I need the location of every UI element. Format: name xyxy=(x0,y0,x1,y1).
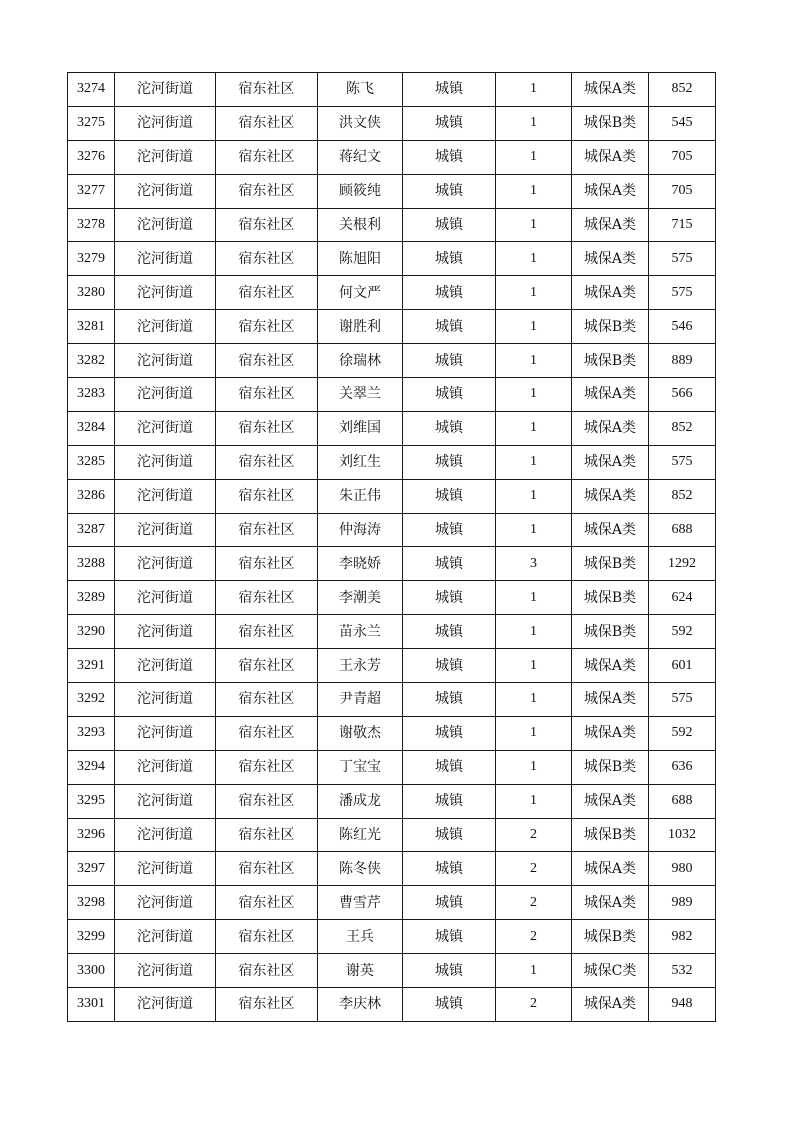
community-cell: 宿东社区 xyxy=(216,513,318,547)
residence-type-cell: 城镇 xyxy=(403,208,496,242)
table-row xyxy=(68,954,716,988)
community-cell: 宿东社区 xyxy=(216,818,318,852)
community-cell: 宿东社区 xyxy=(216,73,318,107)
amount-cell: 546 xyxy=(649,310,716,344)
category-cell: 城保A类 xyxy=(572,73,649,107)
serial-number-cell: 3287 xyxy=(68,513,115,547)
table-row xyxy=(68,310,716,344)
serial-number-cell: 3293 xyxy=(68,716,115,750)
serial-number-cell: 3278 xyxy=(68,208,115,242)
subdistrict-cell: 沱河街道 xyxy=(115,886,216,920)
amount-cell: 705 xyxy=(649,174,716,208)
community-cell: 宿东社区 xyxy=(216,378,318,412)
amount-cell: 980 xyxy=(649,852,716,886)
subdistrict-cell: 沱河街道 xyxy=(115,784,216,818)
community-cell: 宿东社区 xyxy=(216,581,318,615)
amount-cell: 601 xyxy=(649,649,716,683)
serial-number-cell: 3279 xyxy=(68,242,115,276)
serial-number-cell: 3291 xyxy=(68,649,115,683)
residence-type-cell: 城镇 xyxy=(403,683,496,717)
amount-cell: 636 xyxy=(649,750,716,784)
category-cell: 城保A类 xyxy=(572,513,649,547)
table-row xyxy=(68,106,716,140)
amount-cell: 982 xyxy=(649,920,716,954)
subdistrict-cell: 沱河街道 xyxy=(115,208,216,242)
amount-cell: 688 xyxy=(649,513,716,547)
household-size-cell: 1 xyxy=(496,615,572,649)
table-row xyxy=(68,344,716,378)
residence-type-cell: 城镇 xyxy=(403,310,496,344)
amount-cell: 566 xyxy=(649,378,716,412)
name-cell: 刘红生 xyxy=(318,445,403,479)
residence-type-cell: 城镇 xyxy=(403,750,496,784)
community-cell: 宿东社区 xyxy=(216,920,318,954)
amount-cell: 852 xyxy=(649,411,716,445)
category-cell: 城保C类 xyxy=(572,954,649,988)
household-size-cell: 1 xyxy=(496,344,572,378)
residence-type-cell: 城镇 xyxy=(403,242,496,276)
serial-number-cell: 3290 xyxy=(68,615,115,649)
household-size-cell: 1 xyxy=(496,513,572,547)
residence-type-cell: 城镇 xyxy=(403,344,496,378)
table-row xyxy=(68,140,716,174)
subdistrict-cell: 沱河街道 xyxy=(115,716,216,750)
subdistrict-cell: 沱河街道 xyxy=(115,818,216,852)
household-size-cell: 1 xyxy=(496,445,572,479)
name-cell: 关根利 xyxy=(318,208,403,242)
household-size-cell: 2 xyxy=(496,988,572,1022)
amount-cell: 575 xyxy=(649,242,716,276)
residence-type-cell: 城镇 xyxy=(403,479,496,513)
serial-number-cell: 3298 xyxy=(68,886,115,920)
benefit-roster-table xyxy=(67,72,716,1022)
community-cell: 宿东社区 xyxy=(216,242,318,276)
community-cell: 宿东社区 xyxy=(216,784,318,818)
name-cell: 陈红光 xyxy=(318,818,403,852)
category-cell: 城保B类 xyxy=(572,750,649,784)
amount-cell: 1292 xyxy=(649,547,716,581)
household-size-cell: 1 xyxy=(496,649,572,683)
household-size-cell: 1 xyxy=(496,411,572,445)
category-cell: 城保A类 xyxy=(572,276,649,310)
category-cell: 城保A类 xyxy=(572,988,649,1022)
residence-type-cell: 城镇 xyxy=(403,954,496,988)
residence-type-cell: 城镇 xyxy=(403,920,496,954)
serial-number-cell: 3286 xyxy=(68,479,115,513)
subdistrict-cell: 沱河街道 xyxy=(115,954,216,988)
community-cell: 宿东社区 xyxy=(216,886,318,920)
serial-number-cell: 3288 xyxy=(68,547,115,581)
residence-type-cell: 城镇 xyxy=(403,378,496,412)
community-cell: 宿东社区 xyxy=(216,683,318,717)
household-size-cell: 1 xyxy=(496,140,572,174)
name-cell: 洪文侠 xyxy=(318,106,403,140)
amount-cell: 592 xyxy=(649,716,716,750)
subdistrict-cell: 沱河街道 xyxy=(115,920,216,954)
community-cell: 宿东社区 xyxy=(216,750,318,784)
table-row xyxy=(68,242,716,276)
amount-cell: 624 xyxy=(649,581,716,615)
serial-number-cell: 3274 xyxy=(68,73,115,107)
table-row xyxy=(68,73,716,107)
table-row xyxy=(68,988,716,1022)
household-size-cell: 3 xyxy=(496,547,572,581)
category-cell: 城保B类 xyxy=(572,581,649,615)
name-cell: 何文严 xyxy=(318,276,403,310)
residence-type-cell: 城镇 xyxy=(403,276,496,310)
community-cell: 宿东社区 xyxy=(216,547,318,581)
category-cell: 城保B类 xyxy=(572,818,649,852)
household-size-cell: 1 xyxy=(496,73,572,107)
category-cell: 城保A类 xyxy=(572,378,649,412)
name-cell: 徐瑞林 xyxy=(318,344,403,378)
category-cell: 城保A类 xyxy=(572,208,649,242)
table-row xyxy=(68,920,716,954)
community-cell: 宿东社区 xyxy=(216,615,318,649)
community-cell: 宿东社区 xyxy=(216,411,318,445)
residence-type-cell: 城镇 xyxy=(403,649,496,683)
category-cell: 城保B类 xyxy=(572,310,649,344)
amount-cell: 852 xyxy=(649,73,716,107)
household-size-cell: 1 xyxy=(496,174,572,208)
table-row xyxy=(68,886,716,920)
table-row xyxy=(68,445,716,479)
serial-number-cell: 3294 xyxy=(68,750,115,784)
household-size-cell: 1 xyxy=(496,378,572,412)
category-cell: 城保B类 xyxy=(572,344,649,378)
household-size-cell: 1 xyxy=(496,242,572,276)
category-cell: 城保A类 xyxy=(572,852,649,886)
name-cell: 陈旭阳 xyxy=(318,242,403,276)
community-cell: 宿东社区 xyxy=(216,310,318,344)
residence-type-cell: 城镇 xyxy=(403,852,496,886)
category-cell: 城保A类 xyxy=(572,411,649,445)
household-size-cell: 1 xyxy=(496,784,572,818)
community-cell: 宿东社区 xyxy=(216,106,318,140)
category-cell: 城保B类 xyxy=(572,615,649,649)
name-cell: 关翠兰 xyxy=(318,378,403,412)
table-row xyxy=(68,174,716,208)
household-size-cell: 1 xyxy=(496,479,572,513)
table-row xyxy=(68,513,716,547)
serial-number-cell: 3281 xyxy=(68,310,115,344)
amount-cell: 575 xyxy=(649,445,716,479)
community-cell: 宿东社区 xyxy=(216,954,318,988)
amount-cell: 532 xyxy=(649,954,716,988)
residence-type-cell: 城镇 xyxy=(403,411,496,445)
table-row xyxy=(68,716,716,750)
serial-number-cell: 3292 xyxy=(68,683,115,717)
name-cell: 谢敬杰 xyxy=(318,716,403,750)
household-size-cell: 1 xyxy=(496,208,572,242)
table-row xyxy=(68,411,716,445)
serial-number-cell: 3300 xyxy=(68,954,115,988)
category-cell: 城保A类 xyxy=(572,683,649,717)
household-size-cell: 1 xyxy=(496,954,572,988)
community-cell: 宿东社区 xyxy=(216,276,318,310)
residence-type-cell: 城镇 xyxy=(403,988,496,1022)
category-cell: 城保A类 xyxy=(572,479,649,513)
residence-type-cell: 城镇 xyxy=(403,106,496,140)
subdistrict-cell: 沱河街道 xyxy=(115,615,216,649)
name-cell: 王兵 xyxy=(318,920,403,954)
subdistrict-cell: 沱河街道 xyxy=(115,547,216,581)
name-cell: 刘维国 xyxy=(318,411,403,445)
household-size-cell: 1 xyxy=(496,750,572,784)
residence-type-cell: 城镇 xyxy=(403,886,496,920)
serial-number-cell: 3275 xyxy=(68,106,115,140)
community-cell: 宿东社区 xyxy=(216,140,318,174)
category-cell: 城保A类 xyxy=(572,886,649,920)
table-row xyxy=(68,818,716,852)
name-cell: 尹青超 xyxy=(318,683,403,717)
amount-cell: 1032 xyxy=(649,818,716,852)
category-cell: 城保B类 xyxy=(572,547,649,581)
subdistrict-cell: 沱河街道 xyxy=(115,378,216,412)
serial-number-cell: 3296 xyxy=(68,818,115,852)
serial-number-cell: 3282 xyxy=(68,344,115,378)
subdistrict-cell: 沱河街道 xyxy=(115,479,216,513)
residence-type-cell: 城镇 xyxy=(403,547,496,581)
name-cell: 李庆林 xyxy=(318,988,403,1022)
table-row xyxy=(68,581,716,615)
serial-number-cell: 3276 xyxy=(68,140,115,174)
name-cell: 顾筱纯 xyxy=(318,174,403,208)
amount-cell: 575 xyxy=(649,276,716,310)
community-cell: 宿东社区 xyxy=(216,445,318,479)
subdistrict-cell: 沱河街道 xyxy=(115,513,216,547)
category-cell: 城保A类 xyxy=(572,784,649,818)
residence-type-cell: 城镇 xyxy=(403,581,496,615)
table-row xyxy=(68,649,716,683)
serial-number-cell: 3301 xyxy=(68,988,115,1022)
table-row xyxy=(68,208,716,242)
amount-cell: 989 xyxy=(649,886,716,920)
amount-cell: 852 xyxy=(649,479,716,513)
serial-number-cell: 3284 xyxy=(68,411,115,445)
amount-cell: 889 xyxy=(649,344,716,378)
residence-type-cell: 城镇 xyxy=(403,784,496,818)
subdistrict-cell: 沱河街道 xyxy=(115,242,216,276)
category-cell: 城保A类 xyxy=(572,716,649,750)
subdistrict-cell: 沱河街道 xyxy=(115,73,216,107)
amount-cell: 715 xyxy=(649,208,716,242)
subdistrict-cell: 沱河街道 xyxy=(115,140,216,174)
subdistrict-cell: 沱河街道 xyxy=(115,174,216,208)
amount-cell: 705 xyxy=(649,140,716,174)
name-cell: 仲海涛 xyxy=(318,513,403,547)
category-cell: 城保A类 xyxy=(572,140,649,174)
household-size-cell: 1 xyxy=(496,106,572,140)
table-row xyxy=(68,547,716,581)
name-cell: 李潮美 xyxy=(318,581,403,615)
household-size-cell: 1 xyxy=(496,310,572,344)
community-cell: 宿东社区 xyxy=(216,716,318,750)
subdistrict-cell: 沱河街道 xyxy=(115,581,216,615)
household-size-cell: 1 xyxy=(496,276,572,310)
household-size-cell: 2 xyxy=(496,852,572,886)
name-cell: 王永芳 xyxy=(318,649,403,683)
subdistrict-cell: 沱河街道 xyxy=(115,445,216,479)
household-size-cell: 2 xyxy=(496,920,572,954)
table-row xyxy=(68,479,716,513)
serial-number-cell: 3295 xyxy=(68,784,115,818)
name-cell: 蒋纪文 xyxy=(318,140,403,174)
table-row xyxy=(68,750,716,784)
name-cell: 潘成龙 xyxy=(318,784,403,818)
amount-cell: 575 xyxy=(649,683,716,717)
subdistrict-cell: 沱河街道 xyxy=(115,852,216,886)
category-cell: 城保B类 xyxy=(572,920,649,954)
name-cell: 谢英 xyxy=(318,954,403,988)
category-cell: 城保A类 xyxy=(572,649,649,683)
table-row xyxy=(68,615,716,649)
community-cell: 宿东社区 xyxy=(216,479,318,513)
community-cell: 宿东社区 xyxy=(216,174,318,208)
household-size-cell: 1 xyxy=(496,581,572,615)
serial-number-cell: 3280 xyxy=(68,276,115,310)
amount-cell: 688 xyxy=(649,784,716,818)
serial-number-cell: 3277 xyxy=(68,174,115,208)
residence-type-cell: 城镇 xyxy=(403,445,496,479)
subdistrict-cell: 沱河街道 xyxy=(115,276,216,310)
table-row xyxy=(68,683,716,717)
name-cell: 李晓娇 xyxy=(318,547,403,581)
category-cell: 城保A类 xyxy=(572,174,649,208)
residence-type-cell: 城镇 xyxy=(403,615,496,649)
amount-cell: 545 xyxy=(649,106,716,140)
name-cell: 朱正伟 xyxy=(318,479,403,513)
residence-type-cell: 城镇 xyxy=(403,513,496,547)
amount-cell: 592 xyxy=(649,615,716,649)
name-cell: 谢胜利 xyxy=(318,310,403,344)
name-cell: 曹雪芹 xyxy=(318,886,403,920)
name-cell: 丁宝宝 xyxy=(318,750,403,784)
category-cell: 城保A类 xyxy=(572,445,649,479)
subdistrict-cell: 沱河街道 xyxy=(115,344,216,378)
name-cell: 陈冬侠 xyxy=(318,852,403,886)
community-cell: 宿东社区 xyxy=(216,852,318,886)
table-row xyxy=(68,852,716,886)
community-cell: 宿东社区 xyxy=(216,344,318,378)
community-cell: 宿东社区 xyxy=(216,988,318,1022)
subdistrict-cell: 沱河街道 xyxy=(115,750,216,784)
household-size-cell: 1 xyxy=(496,716,572,750)
subdistrict-cell: 沱河街道 xyxy=(115,106,216,140)
table-body xyxy=(68,73,716,1022)
household-size-cell: 1 xyxy=(496,683,572,717)
community-cell: 宿东社区 xyxy=(216,649,318,683)
category-cell: 城保B类 xyxy=(572,106,649,140)
residence-type-cell: 城镇 xyxy=(403,716,496,750)
amount-cell: 948 xyxy=(649,988,716,1022)
serial-number-cell: 3283 xyxy=(68,378,115,412)
household-size-cell: 2 xyxy=(496,818,572,852)
residence-type-cell: 城镇 xyxy=(403,73,496,107)
community-cell: 宿东社区 xyxy=(216,208,318,242)
subdistrict-cell: 沱河街道 xyxy=(115,649,216,683)
serial-number-cell: 3289 xyxy=(68,581,115,615)
serial-number-cell: 3299 xyxy=(68,920,115,954)
subdistrict-cell: 沱河街道 xyxy=(115,310,216,344)
residence-type-cell: 城镇 xyxy=(403,818,496,852)
residence-type-cell: 城镇 xyxy=(403,140,496,174)
subdistrict-cell: 沱河街道 xyxy=(115,988,216,1022)
table-row xyxy=(68,276,716,310)
name-cell: 苗永兰 xyxy=(318,615,403,649)
residence-type-cell: 城镇 xyxy=(403,174,496,208)
subdistrict-cell: 沱河街道 xyxy=(115,683,216,717)
serial-number-cell: 3285 xyxy=(68,445,115,479)
table-row xyxy=(68,784,716,818)
subdistrict-cell: 沱河街道 xyxy=(115,411,216,445)
category-cell: 城保A类 xyxy=(572,242,649,276)
household-size-cell: 2 xyxy=(496,886,572,920)
name-cell: 陈飞 xyxy=(318,73,403,107)
serial-number-cell: 3297 xyxy=(68,852,115,886)
table-row xyxy=(68,378,716,412)
